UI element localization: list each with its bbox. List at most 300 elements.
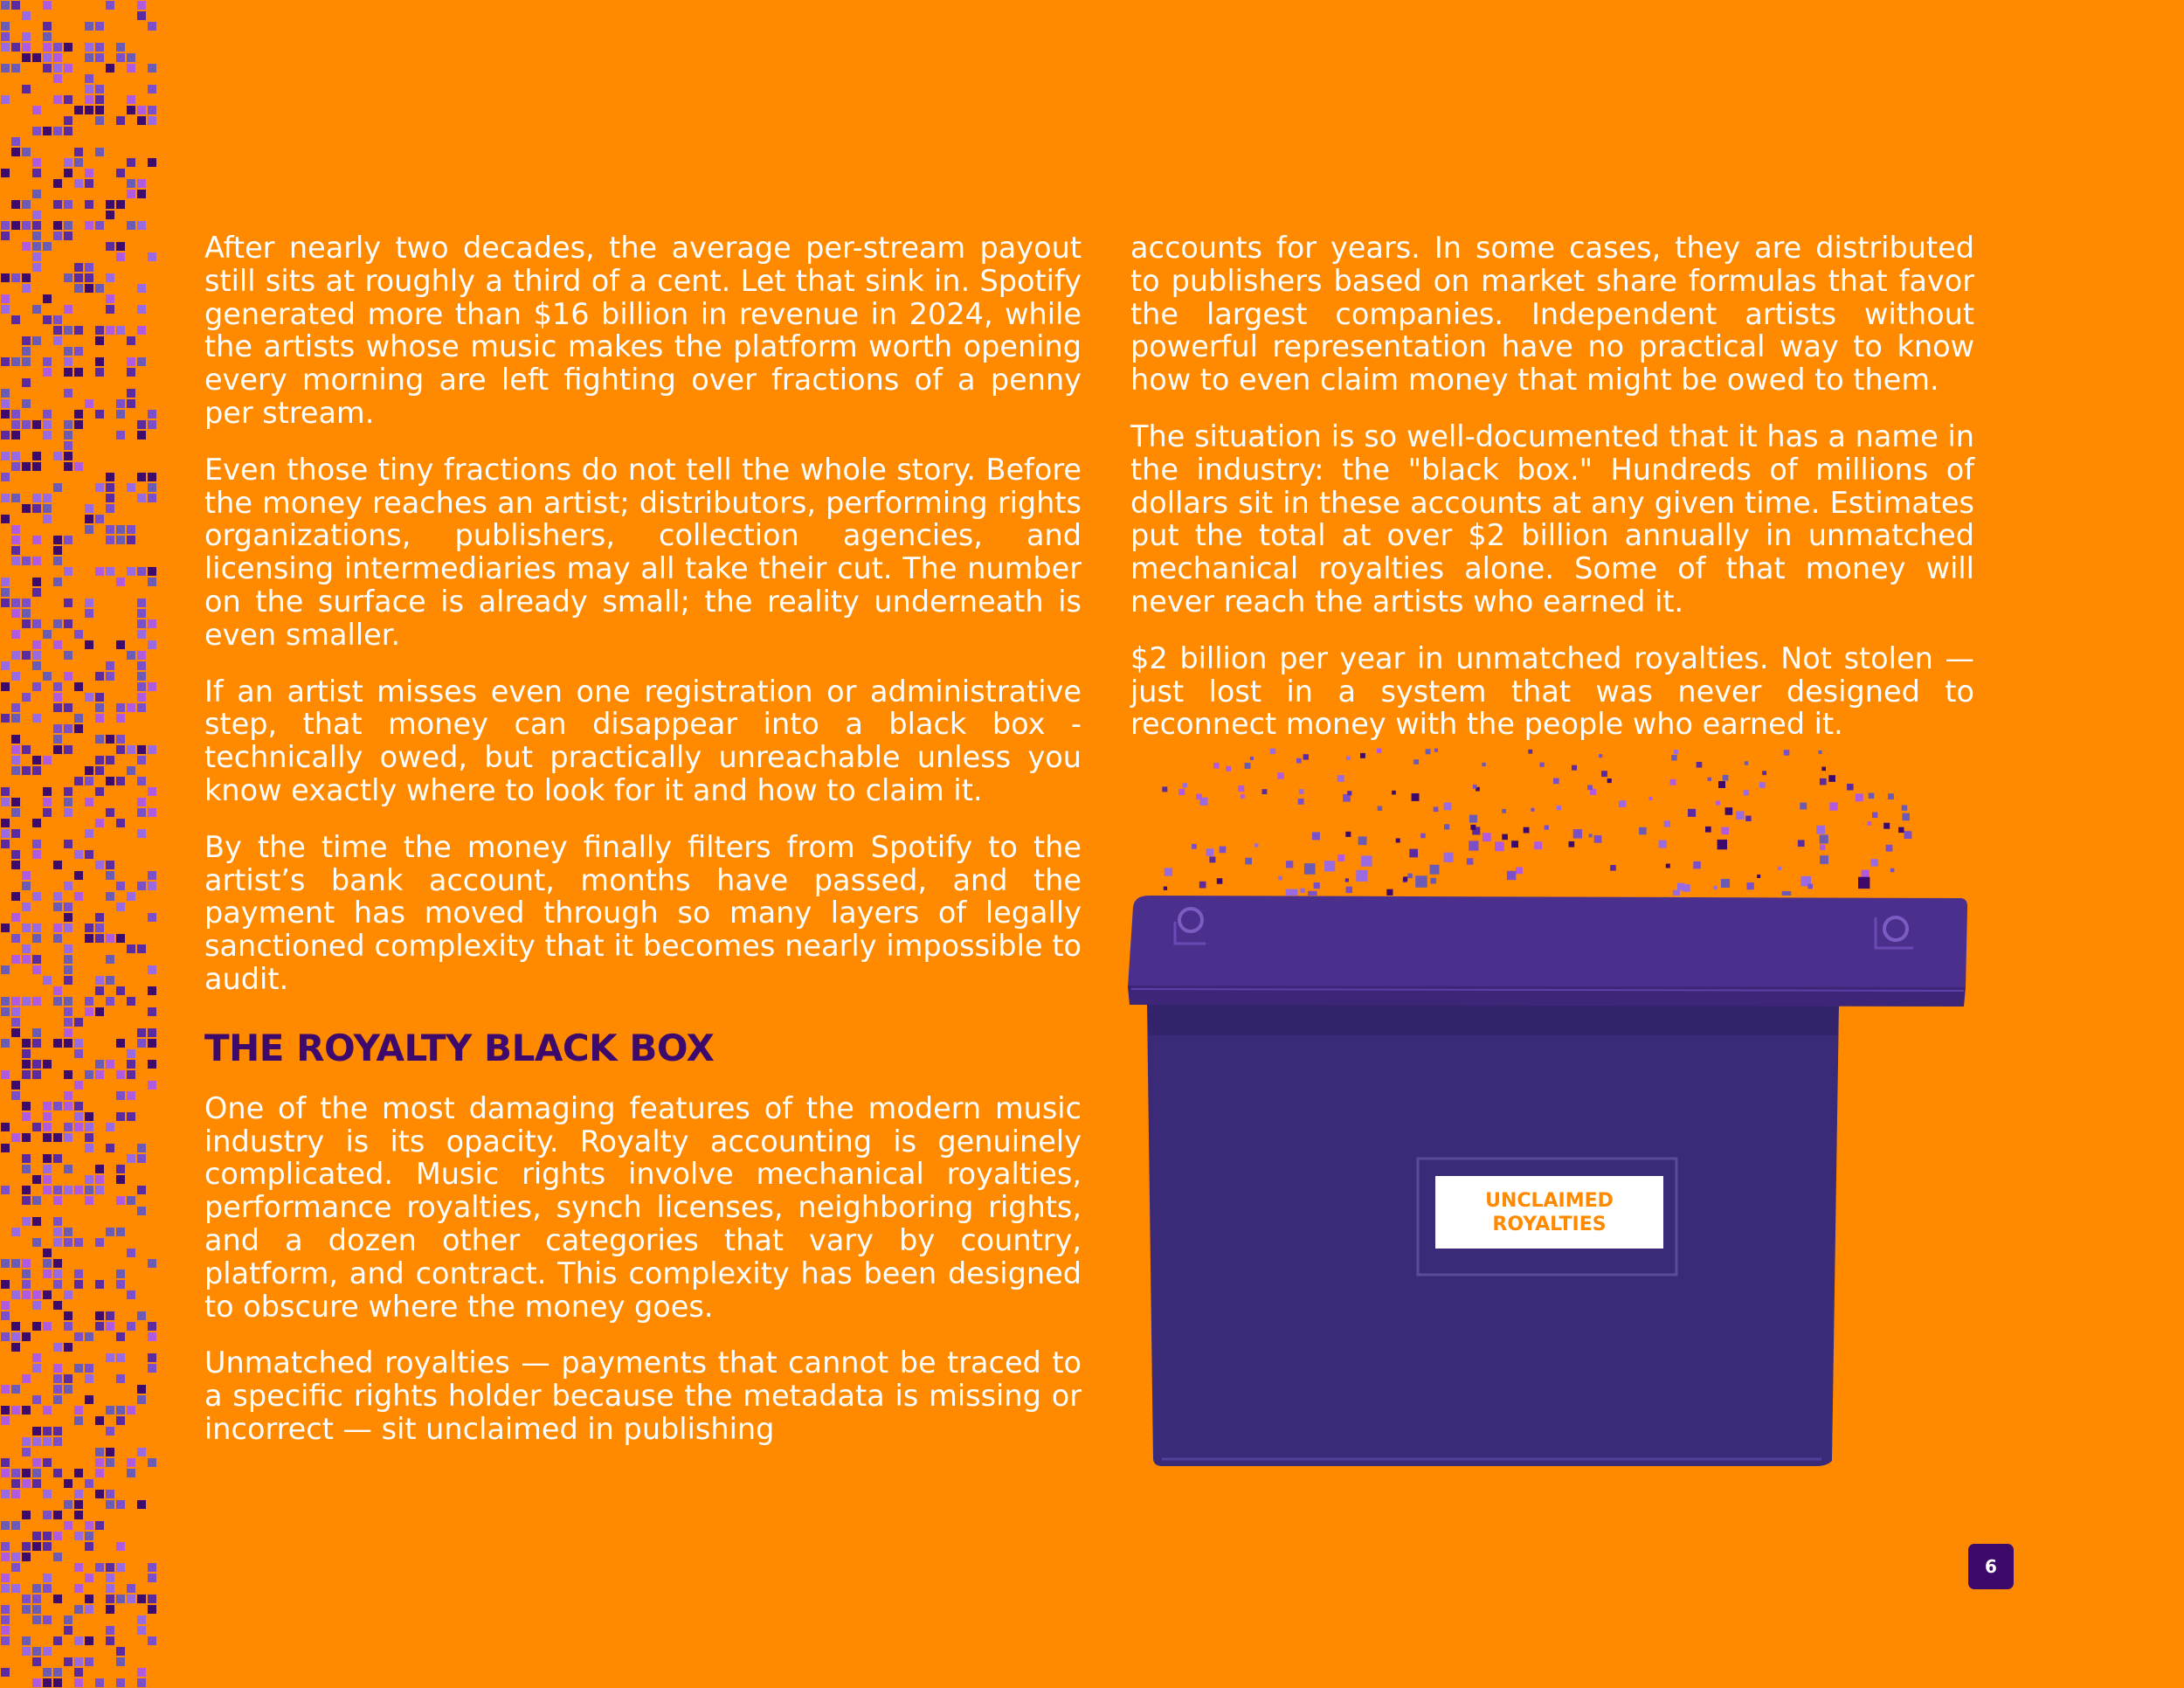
pixel-square	[137, 1186, 146, 1194]
pixel-square	[116, 903, 125, 911]
pixel-square	[74, 1490, 83, 1498]
pixel-square	[116, 1542, 125, 1551]
pixel-square	[32, 242, 41, 251]
pixel-square	[95, 1458, 104, 1467]
pixel-square	[11, 1343, 20, 1352]
pixel-square	[148, 1353, 156, 1362]
pixel-square	[53, 1364, 62, 1373]
pixel-square	[22, 1196, 31, 1205]
pixel-square	[137, 1448, 146, 1456]
pixel-square	[22, 1605, 31, 1614]
pixel-square	[53, 1553, 62, 1561]
pixel-square	[22, 336, 31, 345]
pixel-square	[53, 1374, 62, 1383]
pixel-square	[43, 420, 52, 429]
pixel-square	[95, 1563, 104, 1572]
falling-pixel	[1178, 789, 1185, 795]
pixel-square	[43, 315, 52, 324]
pixel-square	[74, 1049, 83, 1058]
pixel-square	[137, 651, 146, 660]
pixel-square	[1, 588, 10, 597]
pixel-square	[43, 1060, 52, 1069]
pixel-square	[137, 190, 146, 198]
pixel-square	[116, 1196, 125, 1205]
pixel-square	[22, 1479, 31, 1488]
pixel-square	[127, 190, 135, 198]
pixel-square	[32, 1175, 41, 1184]
pixel-square	[43, 630, 52, 639]
falling-pixel	[1430, 865, 1440, 875]
pixel-square	[106, 273, 114, 282]
pixel-square	[43, 1112, 52, 1121]
pixel-square	[106, 934, 114, 943]
pixel-square	[11, 672, 20, 681]
pixel-square	[148, 116, 156, 125]
pixel-square	[32, 221, 41, 230]
pixel-square	[137, 798, 146, 806]
falling-pixel	[1821, 767, 1826, 771]
pixel-square	[32, 1657, 41, 1666]
pixel-square	[74, 1018, 83, 1027]
pixel-square	[106, 242, 114, 251]
pixel-square	[11, 462, 20, 471]
pixel-square	[43, 1175, 52, 1184]
pixel-square	[116, 326, 125, 335]
pixel-square	[11, 1563, 20, 1572]
pixel-square	[64, 116, 73, 125]
pixel-square	[127, 1196, 135, 1205]
pixel-square	[32, 819, 41, 827]
pixel-square	[1, 169, 10, 177]
pixel-square	[137, 567, 146, 576]
pixel-square	[137, 357, 146, 366]
pixel-square	[64, 536, 73, 544]
pixel-square	[22, 1269, 31, 1278]
pixel-square	[43, 64, 52, 73]
falling-pixel	[1312, 832, 1320, 840]
pixel-square	[95, 515, 104, 523]
pixel-square	[85, 1605, 93, 1614]
falling-pixel	[1377, 749, 1381, 753]
pixel-square	[22, 242, 31, 251]
falling-pixel	[1601, 771, 1607, 777]
pixel-square	[53, 1228, 62, 1236]
pixel-square	[74, 777, 83, 785]
pixel-square	[53, 1427, 62, 1435]
pixel-square	[53, 1469, 62, 1477]
pixel-square	[43, 1322, 52, 1331]
pixel-square	[106, 1123, 114, 1131]
pixel-square	[1, 305, 10, 314]
pixel-square	[106, 1, 114, 10]
pixel-square	[74, 1364, 83, 1373]
pixel-square	[148, 473, 156, 481]
pixel-square	[22, 871, 31, 880]
pixel-square	[74, 462, 83, 471]
falling-pixel	[1674, 750, 1678, 754]
falling-pixel	[1196, 794, 1202, 800]
pixel-square	[64, 357, 73, 366]
pixel-square	[74, 682, 83, 691]
pixel-square	[85, 777, 93, 785]
pixel-square	[74, 1406, 83, 1415]
pixel-square	[22, 399, 31, 408]
pixel-square	[64, 598, 73, 607]
pixel-square	[1, 798, 10, 806]
pixel-square	[137, 777, 146, 785]
pixel-square	[116, 986, 125, 995]
pixel-square	[64, 232, 73, 240]
pixel-square	[137, 1626, 146, 1635]
pixel-square	[64, 1374, 73, 1383]
pixel-square	[95, 756, 104, 764]
falling-pixel	[1798, 840, 1805, 847]
pixel-square	[43, 32, 52, 41]
pixel-square	[22, 1154, 31, 1163]
falling-pixel	[1903, 813, 1911, 821]
falling-pixel	[1659, 841, 1667, 848]
pixel-square	[32, 1238, 41, 1247]
pixel-square	[74, 630, 83, 639]
pixel-square	[22, 504, 31, 513]
pixel-square	[11, 43, 20, 52]
pixel-square	[1, 232, 10, 240]
pixel-square	[11, 1479, 20, 1488]
falling-pixel	[1470, 825, 1476, 830]
pixel-square	[22, 651, 31, 660]
falling-pixel	[1553, 778, 1559, 785]
pixel-square	[11, 1259, 20, 1268]
pixel-square	[95, 284, 104, 293]
pixel-square	[53, 1301, 62, 1310]
pixel-square	[74, 1102, 83, 1110]
pixel-square	[64, 326, 73, 335]
pixel-square	[64, 724, 73, 733]
pixel-square	[22, 1374, 31, 1383]
pixel-square	[53, 682, 62, 691]
falling-pixel	[1360, 753, 1365, 758]
pixel-square	[95, 95, 104, 104]
pixel-square	[32, 462, 41, 471]
pixel-square	[53, 1102, 62, 1110]
falling-pixel	[1573, 829, 1582, 838]
pixel-square	[148, 619, 156, 628]
falling-pixel	[1346, 756, 1351, 760]
pixel-square	[106, 294, 114, 303]
pixel-square	[95, 1175, 104, 1184]
pixel-square	[95, 326, 104, 335]
pixel-square	[1, 1259, 10, 1268]
pixel-square	[116, 169, 125, 177]
pixel-square	[1, 840, 10, 848]
pixel-square	[64, 200, 73, 209]
pixel-square	[106, 892, 114, 901]
pixel-square	[74, 273, 83, 282]
pixel-square	[137, 756, 146, 764]
falling-pixel	[1528, 750, 1532, 754]
pixel-square	[85, 598, 93, 607]
pixel-square	[1, 64, 10, 73]
pixel-square	[148, 483, 156, 492]
pixel-square	[85, 200, 93, 209]
pixel-square	[85, 1332, 93, 1341]
pixel-square	[116, 1647, 125, 1656]
pixel-square	[64, 95, 73, 104]
pixel-square	[95, 703, 104, 712]
pixel-square	[64, 1070, 73, 1079]
pixel-square	[127, 179, 135, 188]
pixel-square	[74, 1532, 83, 1540]
pixel-square	[53, 221, 62, 230]
pixel-square	[137, 1028, 146, 1037]
pixel-square	[95, 1322, 104, 1331]
falling-pixel	[1469, 841, 1478, 850]
pixel-square	[64, 169, 73, 177]
pixel-square	[95, 336, 104, 345]
pixel-square	[53, 546, 62, 555]
pixel-square	[74, 1469, 83, 1477]
pixel-square	[64, 1290, 73, 1299]
pixel-square	[74, 1081, 83, 1090]
pixel-square	[95, 410, 104, 419]
falling-pixel	[1444, 803, 1452, 811]
falling-pixel	[1183, 783, 1187, 787]
pixel-square	[106, 756, 114, 764]
pixel-square	[95, 913, 104, 922]
pixel-square	[137, 494, 146, 502]
pixel-square	[137, 1385, 146, 1394]
pixel-square	[1, 452, 10, 460]
falling-pixel	[1511, 841, 1518, 847]
pixel-square	[137, 944, 146, 953]
pixel-square	[43, 1269, 52, 1278]
pixel-square	[1, 1280, 10, 1289]
pixel-square	[137, 284, 146, 293]
pixel-square	[11, 452, 20, 460]
falling-pixel	[1721, 827, 1729, 835]
pixel-square	[148, 1039, 156, 1048]
falling-pixel	[1403, 876, 1407, 881]
pixel-square	[43, 1532, 52, 1540]
pixel-square	[64, 127, 73, 135]
pixel-square	[85, 43, 93, 52]
falling-pixel	[1392, 791, 1396, 795]
pixel-square	[85, 1521, 93, 1530]
pixel-square	[32, 190, 41, 198]
pixel-square	[22, 1112, 31, 1121]
falling-pixel	[1862, 870, 1870, 878]
falling-pixel	[1540, 763, 1545, 767]
pixel-square	[127, 483, 135, 492]
pixel-square	[64, 913, 73, 922]
falling-pixel	[1502, 834, 1508, 841]
pixel-square	[64, 368, 73, 377]
pixel-square	[11, 148, 20, 156]
pixel-square	[74, 1511, 83, 1519]
pixel-square	[148, 1332, 156, 1341]
pixel-square	[148, 1081, 156, 1090]
pixel-square	[116, 431, 125, 439]
falling-pixel	[1869, 793, 1875, 799]
pixel-square	[22, 745, 31, 754]
pixel-square	[74, 1039, 83, 1048]
pixel-square	[148, 640, 156, 649]
pixel-square	[127, 892, 135, 901]
falling-pixel	[1666, 864, 1670, 868]
falling-pixel	[1304, 863, 1316, 875]
pixel-square	[1, 1458, 10, 1467]
pixel-square	[22, 903, 31, 911]
pixel-square	[95, 53, 104, 62]
pixel-square	[32, 253, 41, 261]
falling-pixel	[1409, 849, 1418, 858]
box-body-shadow	[1147, 1005, 1839, 1035]
pixel-square	[148, 1595, 156, 1603]
pixel-square	[106, 1311, 114, 1320]
falling-pixel	[1718, 781, 1725, 788]
pixel-square	[53, 578, 62, 586]
pixel-square	[11, 892, 20, 901]
pixel-square	[11, 829, 20, 838]
pixel-square	[127, 1249, 135, 1257]
paragraph: After nearly two decades, the average per-stream payout still sits at roughly a third of a cent. Let that sink in. Spotify generated more than $16 billion in revenue in 2024, while the artists whose music makes the platform worth opening every morning are left fighting over fractions of a penny per stream.	[204, 231, 1082, 430]
pixel-square	[74, 263, 83, 272]
pixel-square	[64, 745, 73, 754]
pixel-square	[53, 903, 62, 911]
pixel-square	[116, 578, 125, 586]
pixel-square	[95, 483, 104, 492]
pixel-square	[11, 357, 20, 366]
pixel-square	[53, 557, 62, 565]
pixel-square	[64, 840, 73, 848]
pixel-square	[53, 924, 62, 932]
pixel-square	[116, 1406, 125, 1415]
pixel-square	[53, 1039, 62, 1048]
pixel-square	[32, 850, 41, 859]
pixel-square	[64, 944, 73, 953]
falling-pixel	[1270, 749, 1275, 754]
pixel-square	[106, 672, 114, 681]
falling-pixel	[1245, 858, 1252, 865]
pixel-square	[32, 892, 41, 901]
pixel-square	[85, 1144, 93, 1152]
pixel-square	[32, 1060, 41, 1069]
falling-pixel	[1303, 754, 1309, 759]
pixel-square	[1, 1186, 10, 1194]
pixel-square	[116, 399, 125, 408]
pixel-square	[53, 1186, 62, 1194]
pixel-square	[22, 1133, 31, 1142]
pixel-square	[22, 273, 31, 282]
falling-pixel	[1534, 841, 1542, 849]
pixel-square	[85, 1007, 93, 1016]
pixel-square	[1, 389, 10, 398]
pixel-square	[11, 273, 20, 282]
pixel-square	[106, 494, 114, 502]
pixel-square	[22, 1070, 31, 1079]
pixel-square	[32, 1542, 41, 1551]
pixel-square	[32, 840, 41, 848]
pixel-square	[22, 955, 31, 964]
pixel-square	[95, 1521, 104, 1530]
pixel-square	[11, 1081, 20, 1090]
pixel-square	[116, 1563, 125, 1572]
pixel-square	[1, 1636, 10, 1645]
pixel-square	[22, 85, 31, 93]
pixel-square	[116, 1374, 125, 1383]
pixel-square	[127, 368, 135, 377]
pixel-square	[74, 871, 83, 880]
pixel-square	[106, 211, 114, 219]
pixel-square	[64, 1238, 73, 1247]
falling-pixel	[1856, 793, 1863, 801]
pixel-square	[74, 1668, 83, 1677]
pixel-square	[32, 588, 41, 597]
pixel-square	[64, 1165, 73, 1173]
pixel-square	[22, 1511, 31, 1519]
pixel-square	[85, 829, 93, 838]
pixel-square	[22, 619, 31, 628]
falling-pixel	[1820, 855, 1828, 864]
pixel-square	[148, 494, 156, 502]
pixel-square	[1, 1406, 10, 1415]
pixel-square	[74, 1280, 83, 1289]
pixel-square	[74, 1112, 83, 1121]
falling-pixel	[1426, 749, 1431, 754]
pixel-square	[127, 106, 135, 114]
pixel-square	[74, 1605, 83, 1614]
pixel-square	[116, 1280, 125, 1289]
pixel-square	[85, 1112, 93, 1121]
pixel-square	[116, 1353, 125, 1362]
pixel-square	[11, 955, 20, 964]
pixel-square	[1, 924, 10, 932]
pixel-square	[127, 1584, 135, 1593]
pixel-square	[106, 483, 114, 492]
pixel-square	[43, 294, 52, 303]
pixel-square	[1, 1416, 10, 1425]
pixel-square	[53, 735, 62, 744]
pixel-square	[148, 986, 156, 995]
pixel-square	[11, 808, 20, 817]
pixel-square	[127, 536, 135, 544]
paragraph: accounts for years. In some cases, they are distributed to publishers based on market share formulas that favor the largest companies. Independent artists without powerful representation have no practical way to know how to even claim money that might be owed to them.	[1130, 231, 1974, 398]
pixel-square	[137, 693, 146, 702]
pixel-square	[64, 1500, 73, 1509]
pixel-square	[53, 315, 62, 324]
pixel-square	[43, 798, 52, 806]
pixel-square	[53, 986, 62, 995]
falling-pixel	[1434, 749, 1438, 752]
pixel-square	[11, 221, 20, 230]
pixel-square	[116, 819, 125, 827]
pixel-square	[64, 420, 73, 429]
pixel-square	[95, 1311, 104, 1320]
pixel-square	[106, 305, 114, 314]
pixel-square	[137, 326, 146, 335]
pixel-square	[22, 693, 31, 702]
pixel-square	[137, 598, 146, 607]
pixel-square	[106, 1563, 114, 1572]
pixel-square	[1, 1070, 10, 1079]
falling-pixel	[1745, 761, 1748, 764]
pixel-square	[137, 1, 146, 10]
pixel-square	[32, 955, 41, 964]
pixel-square	[11, 431, 20, 439]
falling-pixel	[1829, 802, 1837, 810]
pixel-square	[1, 32, 10, 41]
pixel-square	[85, 934, 93, 943]
